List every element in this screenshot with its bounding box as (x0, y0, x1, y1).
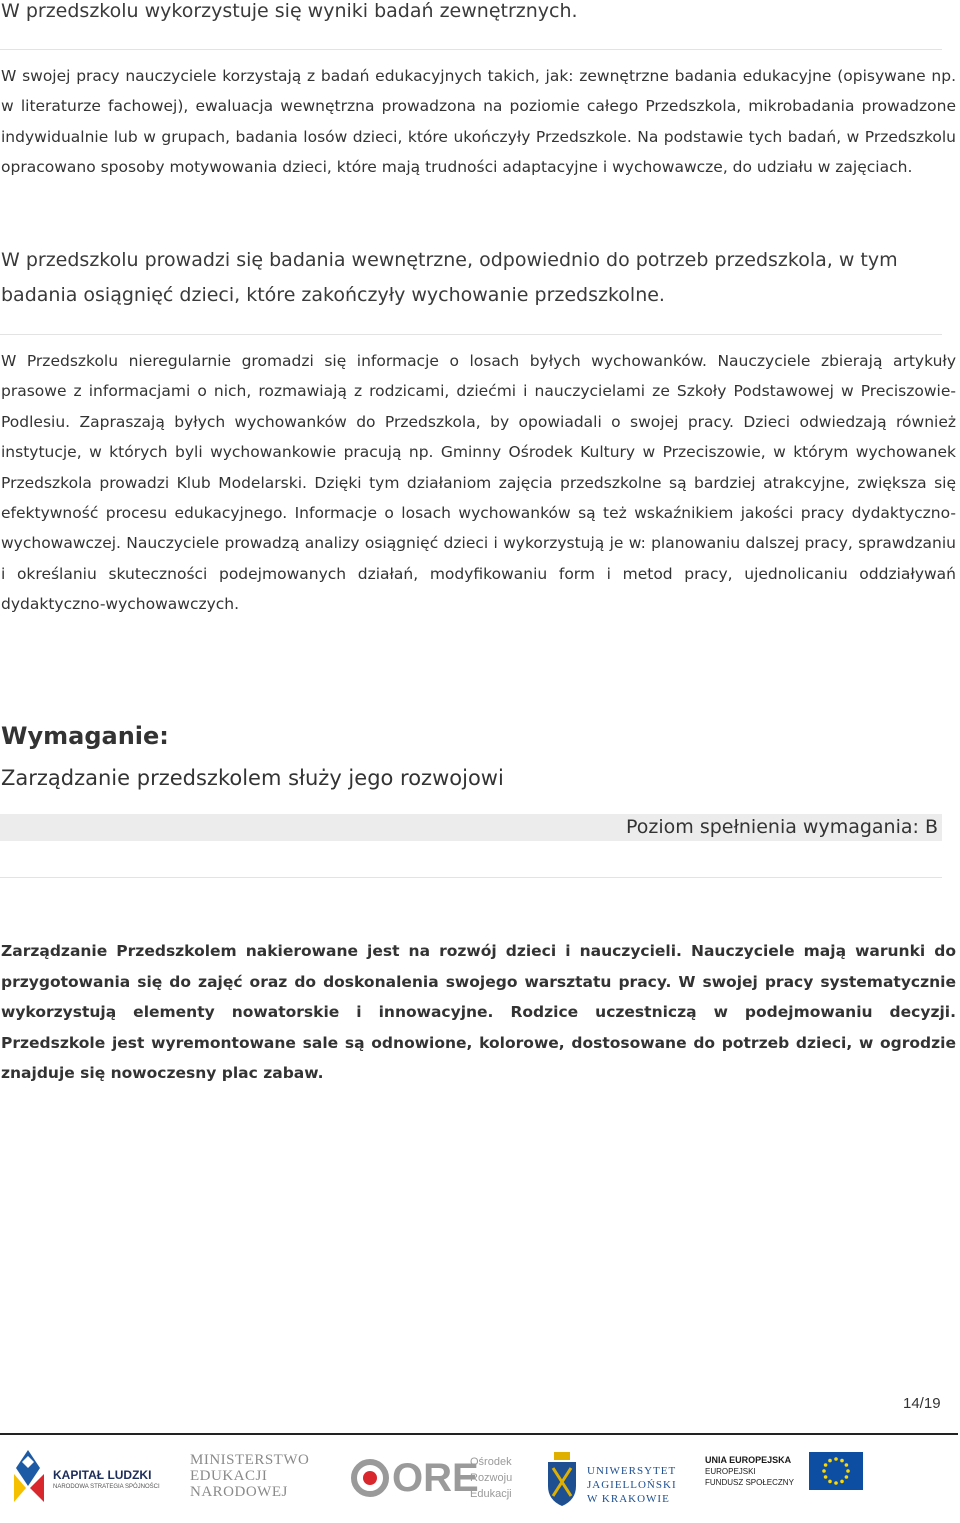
requirement-summary: Zarządzanie Przedszkolem nakierowane jest na rozwój dzieci i nauczycieli. Nauczyciele mają warunki do przygotowania się do zajęć oraz do doskonalenia swojego warsztatu pracy. W swojej pracy systematycznie wykorzystują elementy nowatorskie i innowacyjne. Rodzice uczestniczą w podejmowaniu decyzji. Przedszkole jest wyremontowane sale są odnowione, kolorowe, dostosowane do potrzeb dzieci, w ogrodzie znajduje się nowoczesny plac zabaw. (1, 942, 956, 1082)
uj-crest-icon (545, 1450, 579, 1508)
ore-line2: Rozwoju (470, 1472, 513, 1484)
top-line-text: W przedszkolu wykorzystuje się wyniki badań zewnętrznych. (1, 0, 578, 22)
ore-mark: ORE (392, 1456, 479, 1500)
uj-line1: UNIWERSYTET (587, 1465, 677, 1477)
ore-line3: Edukacji (470, 1488, 512, 1500)
divider (0, 49, 942, 50)
requirement-level-bar (0, 814, 942, 841)
footer-divider (0, 1433, 958, 1435)
eu-flag-icon (809, 1452, 863, 1490)
graduates-paragraph: W Przedszkolu nieregularnie gromadzi się informacje o losach byłych wychowanków. Nauczyciele zbierają artykuły prasowe z informacjami o nich, rozmawiają z rodzicami, dziećmi i nauczycielami ze Szkoły Podstawowej w Preciszowie-Podlesiu. Zapraszają byłych wychowanków do Przedszkola, by opowiadali o swojej pracy. Dzieci odwiedzają również instytucje, w których byli wychowankowie pracują np. Gminny Ośrodek Kultury w Przeciszowie, w którym wychowanek Przedszkola prowadzi Klub Modelarski. Dzięki tym działaniom zajęcia przedszkolne są bardziej atrakcyjne, zwiększa się efektywność procesu edukacyjnego. Informacje o losach wychowanków są też wskaźnikiem jakości pracy dydaktyczno-wychowawczej. Nauczyciele prowadzą analizy osiągnięć dzieci i wykorzystują je w: planowaniu dalszej pracy, sprawdzaniu i określaniu skuteczności podejmowanych działań, modyfikowaniu form i metod pracy, ujednolicaniu oddziaływań dydaktyczno-wychowawczych. (1, 352, 956, 614)
internal-research-paragraph: W przedszkolu prowadzi się badania wewnętrzne, odpowiednio do potrzeb przedszkola, w tym badania osiągnięć dzieci, które zakończyły wychowanie przedszkolne. (1, 249, 898, 306)
ministerstwo-line3: NARODOWEJ (190, 1484, 288, 1500)
ue-line1: UNIA EUROPEJSKA (705, 1455, 792, 1465)
research-paragraph: W swojej pracy nauczyciele korzystają z badań edukacyjnych takich, jak: zewnętrzne badania edukacyjne (opisywane np. w literaturze fachowej), ewaluacja wewnętrzna prowadzona na poziomie całego Przedszkola, mikrobadania prowadzone indywidualnie lub w grupach, badania losów dzieci, które ukończyły Przedszkole. Na podstawie tych badań, w Przedszkolu opracowano sposoby motywowania dzieci, które mają trudności adaptacyjne i wychowawcze, do udziału w zajęciach. (1, 67, 956, 177)
uj-line2: JAGIELLOŃSKI (587, 1479, 677, 1491)
ore-line1: Ośrodek (470, 1456, 512, 1468)
kapital-ludzki-title: KAPITAŁ LUDZKI (53, 1468, 152, 1482)
ue-line2: EUROPEJSKI (705, 1467, 756, 1476)
uj-logo (545, 1450, 685, 1512)
divider (0, 334, 942, 335)
ore-logo (350, 1452, 520, 1507)
requirement-title: Zarządzanie przedszkolem służy jego rozwojowi (1, 766, 504, 790)
ue-line3: FUNDUSZ SPOŁECZNY (705, 1478, 794, 1487)
kapital-ludzki-logo (8, 1446, 173, 1506)
ministerstwo-line1: MINISTERSTWO (190, 1452, 310, 1468)
ue-logo (705, 1452, 865, 1502)
ministerstwo-line2: EDUKACJI (190, 1468, 268, 1484)
ministerstwo-logo (190, 1452, 320, 1507)
kapital-ludzki-emblem-icon (8, 1448, 48, 1504)
page-number: 14/19 (903, 1395, 941, 1412)
divider (0, 877, 942, 878)
kapital-ludzki-subtitle: NARODOWA STRATEGIA SPÓJNOŚCI (53, 1484, 160, 1490)
ore-ring-icon (350, 1458, 390, 1498)
requirement-label: Wymaganie: (1, 722, 169, 750)
requirement-level: Poziom spełnienia wymagania: B (626, 816, 938, 838)
uj-line3: W KRAKOWIE (587, 1493, 670, 1505)
